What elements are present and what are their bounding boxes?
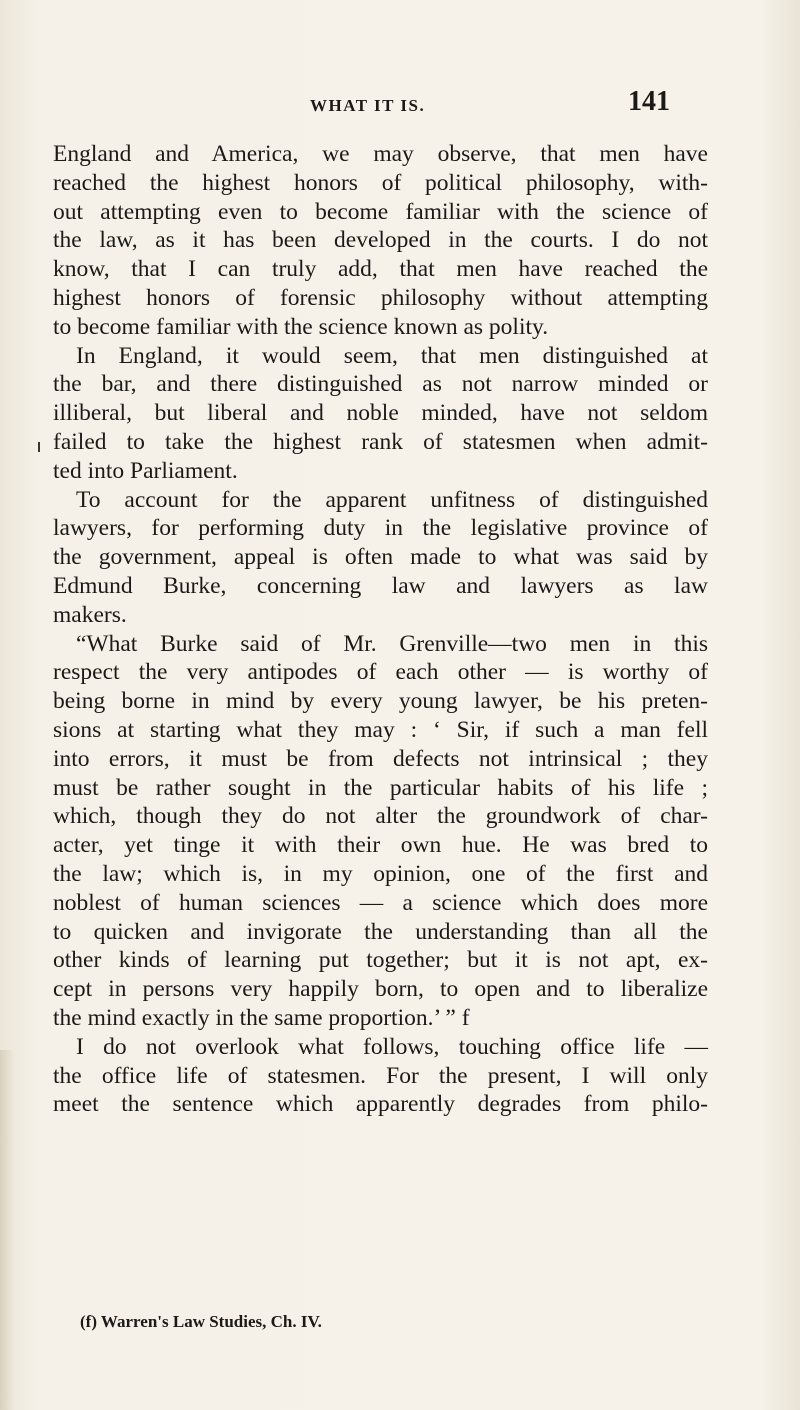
text-line: To account for the apparent unfitness of distinguished (76, 486, 708, 513)
text-line: being borne in mind by every young lawyer, be his preten- (53, 688, 708, 715)
text-line: sions at starting what they may : ‘ Sir, if such a man fell (53, 716, 708, 743)
text-line: In England, it would seem, that men distinguished at (76, 342, 708, 369)
text-line: lawyers, for performing duty in the legislative province of (53, 515, 708, 542)
text-line: out attempting even to become familiar with the science of (53, 198, 708, 225)
text-line: the office life of statesmen. For the present, I will only (53, 1062, 708, 1089)
text-line: other kinds of learning put together; but it is not apt, ex- (53, 947, 708, 974)
text-line: must be rather sought in the particular habits of his life ; (53, 774, 708, 801)
text-line: I do not overlook what follows, touching office life — (76, 1033, 708, 1060)
text-line: the law; which is, in my opinion, one of the first and (53, 860, 708, 887)
text-line: which, though they do not alter the groundwork of char- (53, 803, 708, 830)
page-header (250, 86, 670, 126)
margin-mark (38, 442, 40, 452)
text-line: noblest of human sciences — a science which does more (53, 889, 708, 916)
text-line: the mind exactly in the same proportion.’ ” f (53, 1004, 470, 1031)
text-line: to become familiar with the science known as polity. (53, 313, 549, 340)
text-line: “What Burke said of Mr. Grenville—two men in this (76, 630, 708, 657)
footnote: (f) Warren's Law Studies, Ch. IV. (80, 1312, 322, 1331)
text-line: meet the sentence which apparently degrades from philo- (53, 1091, 708, 1118)
text-line: reached the highest honors of political philosophy, with- (53, 169, 708, 196)
page-number: 141 (628, 86, 670, 117)
text-line: cept in persons very happily born, to open and to liberalize (53, 976, 708, 1003)
text-line: Edmund Burke, concerning law and lawyers as law (53, 572, 708, 599)
body-text (53, 140, 708, 1119)
text-line: to quicken and invigorate the understanding than all the (53, 918, 708, 945)
text-line: ted into Parliament. (53, 457, 238, 484)
text-line: makers. (53, 601, 127, 628)
text-line: respect the very antipodes of each other — is worthy of (53, 659, 708, 686)
running-title: WHAT IT IS. (310, 96, 426, 115)
text-line: into errors, it must be from defects not intrinsical ; they (53, 745, 708, 772)
text-line: England and America, we may observe, that men have (53, 141, 708, 167)
text-line: illiberal, but liberal and noble minded, have not seldom (53, 400, 708, 427)
page-edge-shadow (0, 1050, 14, 1410)
text-line: know, that I can truly add, that men have reached the (53, 256, 708, 283)
text-line: the law, as it has been developed in the courts. I do not (53, 227, 708, 254)
text-line: failed to take the highest rank of statesmen when admit- (53, 428, 708, 455)
text-line: the government, appeal is often made to what was said by (53, 544, 708, 571)
text-line: highest honors of forensic philosophy without attempting (53, 284, 708, 311)
text-line: the bar, and there distinguished as not narrow minded or (53, 371, 708, 398)
text-line: acter, yet tinge it with their own hue. He was bred to (53, 832, 708, 859)
